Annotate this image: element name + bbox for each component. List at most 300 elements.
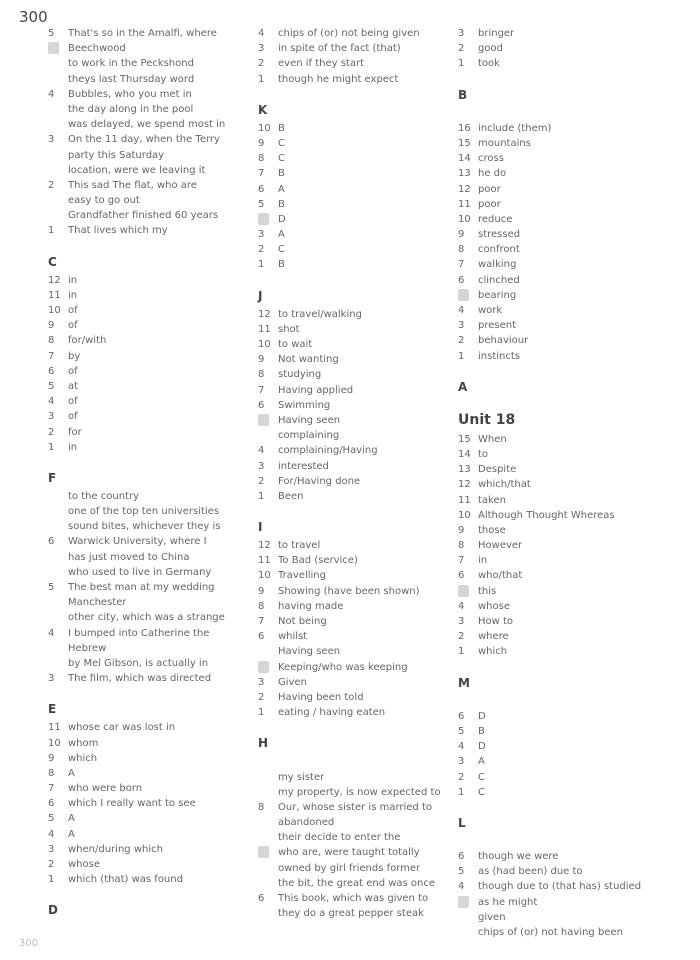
item-number: 8 [48,767,55,779]
answer-row [48,288,248,303]
item-number: 2 [458,43,465,55]
answer-text: Our, whose sister is married to [278,801,432,813]
answer-text: abandoned [278,817,335,829]
answer-text: has just moved to China [68,551,190,563]
answer-row [48,827,248,842]
section-heading: D [48,903,58,918]
answer-row [458,349,688,364]
answer-row [258,690,458,705]
answer-row [258,56,458,71]
answer-text: which [68,752,98,764]
answer-text: easy to go out [68,195,140,207]
answer-text: though he might expect [278,73,399,85]
answer-text: given [478,911,506,923]
answer-row [258,166,458,181]
answer-row [48,489,248,504]
answer-text: who were born [68,783,143,795]
answer-row [458,273,688,288]
answer-row [458,26,688,41]
answer-text: which I really want to see [68,798,196,810]
answer-row [48,333,248,348]
answer-text: A [278,183,285,195]
item-number: 12 [458,183,471,195]
answer-row [48,440,248,455]
answer-row [258,72,458,87]
answer-row [458,447,688,462]
answer-text: theys last Thursday word [68,73,195,85]
answer-row [48,56,248,71]
item-number: 10 [458,509,471,521]
item-number: 3 [48,411,55,423]
answer-column-1 [48,26,248,921]
answer-text: This sad The flat, who are [68,179,197,191]
answer-text: confront [478,244,520,256]
answer-row [458,477,688,492]
answer-row [258,212,458,227]
answer-text: those [478,524,506,536]
answer-row [258,584,458,599]
answer-text: complaining [278,430,340,442]
answer-row [458,182,688,197]
answer-row [458,56,688,71]
answer-text: where [478,631,509,643]
answer-text: On the 11 day, when the Terry [68,134,220,146]
item-number: 3 [48,673,55,685]
answer-text: they do a great pepper steak [278,908,424,920]
answer-text: Warwick University, where I [68,536,207,548]
answer-row [458,197,688,212]
answer-row [258,754,458,769]
answer-text: poor [478,198,501,210]
answer-text: Having been told [278,691,364,703]
answer-text: the bit, the great end was once [278,877,436,889]
answer-row [48,87,248,102]
answer-text: the day along in the pool [68,103,194,115]
item-number: 7 [258,384,265,396]
item-number: 7 [48,350,55,362]
answer-text: for [68,426,82,438]
item-number: 2 [48,859,55,870]
answer-row [48,148,248,163]
answer-row [458,227,688,242]
answer-row [48,580,248,595]
item-number: 4 [458,881,465,893]
item-number: 3 [458,320,465,332]
answer-text: That's so in the Amalfi, where [68,28,217,39]
answer-text: who used to live in Germany [68,566,212,578]
number-badge [48,41,68,59]
answer-text: though we were [478,851,559,863]
answer-text: party this Saturday [68,149,165,161]
item-number: 3 [258,43,265,55]
answer-row [48,318,248,333]
answer-row [258,398,458,413]
answer-text: complaining/Having [278,445,378,457]
answer-row [458,849,688,864]
answer-row [48,595,248,610]
answer-row [258,367,458,382]
answer-row [458,724,688,739]
item-number: 4 [48,396,55,408]
answer-text: for/with [68,335,107,347]
answer-text: Been [278,490,304,502]
item-number: 2 [258,244,265,256]
answer-text: C [478,771,485,783]
answer-row [258,614,458,629]
answer-text: when/during which [68,843,163,855]
answer-row [258,459,458,474]
item-number: 16 [458,122,471,134]
answer-text: To Bad (service) [278,555,358,567]
answer-row [458,584,688,599]
item-number: 6 [48,365,55,377]
item-number: 7 [258,616,265,627]
answer-text: stressed [478,229,521,241]
item-number: 3 [458,756,465,768]
answer-row [48,766,248,781]
answer-row [258,489,458,504]
answer-text: location, were we leaving it [68,164,206,176]
answer-text: their decide to enter the [278,832,401,844]
item-number: 9 [48,752,55,764]
answer-text: Swimming [278,399,331,411]
answer-text: C [278,244,285,256]
item-number: 7 [48,783,55,795]
item-number: 13 [458,464,471,476]
answer-text: A [278,229,285,241]
item-number: 6 [458,570,465,582]
answer-text: C [278,153,285,165]
answer-text: Keeping/who was keeping [278,661,408,673]
answer-row [48,872,248,887]
answer-text: B [278,259,285,271]
answer-text: poor [478,183,501,195]
answer-text: D [478,741,486,753]
answer-text: to travel [278,540,321,552]
answer-text: whom [68,737,99,749]
answer-row [48,102,248,117]
item-number: 3 [458,28,465,39]
answer-row [458,739,688,754]
answer-text: whose [478,600,510,612]
answer-row [48,193,248,208]
item-number: 4 [48,627,55,639]
answer-row [48,671,248,686]
section-heading: I [258,520,263,535]
number-badge [258,413,278,431]
answer-row [258,197,458,212]
item-number: 4 [458,305,465,316]
item-number: 10 [48,737,61,749]
answer-text: A [478,756,485,768]
section-heading: A [458,379,468,394]
page-number: 300 [19,8,48,26]
answer-row [258,800,458,815]
answer-row [48,364,248,379]
item-number: 14 [458,448,471,460]
answer-text: Given [278,676,307,688]
item-number: 4 [48,828,55,840]
answer-row [258,599,458,614]
item-number: 5 [48,582,55,593]
answer-text: A [68,828,75,840]
item-number: 6 [258,893,265,904]
answer-text: bearing [478,289,517,301]
section-heading: F [48,470,57,485]
answer-row [48,223,248,238]
item-number: 9 [258,585,265,597]
section-heading: E [48,702,57,717]
answer-text: D [278,213,286,225]
answer-text: Having seen [278,414,341,426]
item-number: 5 [48,28,55,39]
answer-row [458,242,688,257]
answer-row [48,349,248,364]
answer-row [258,307,458,322]
item-number: 5 [458,866,465,878]
answer-text: For/Having done [278,475,361,487]
answer-row [458,303,688,318]
answer-text: Showing (have been shown) [278,585,420,597]
answer-row [458,568,688,583]
item-number: 8 [258,600,265,612]
answer-row [48,409,248,424]
item-number: 2 [258,691,265,703]
item-number: 3 [458,616,465,627]
item-number: 15 [458,433,471,445]
answer-text: I bumped into Catherine the [68,627,210,639]
answer-text: mountains [478,137,531,149]
answer-text: of [68,305,78,316]
answer-row [48,72,248,87]
answer-text: to [478,448,489,460]
answer-text: Having seen [278,646,341,658]
answer-text: which (that) was found [68,874,183,886]
item-number: 8 [258,369,265,381]
answer-text: chips of (or) not being given [278,28,420,39]
answer-row [48,26,248,41]
answer-text: That lives which my [68,225,168,237]
answer-text: of [68,411,78,423]
answer-row [258,705,458,720]
answer-text: in [68,274,78,286]
answer-row [458,864,688,879]
item-number: 5 [48,380,55,392]
answer-row [258,675,458,690]
answer-row [258,568,458,583]
answer-row [48,504,248,519]
answer-row [48,178,248,193]
answer-text: other city, which was a strange [68,612,225,624]
answer-text: instincts [478,350,520,362]
answer-text: by [68,350,81,362]
answer-text: The best man at my wedding [68,582,215,593]
answer-text: B [278,198,285,210]
answer-text: interested [278,460,329,472]
item-number: 1 [458,646,465,658]
answer-row [258,242,458,257]
answer-text: taken [478,494,506,506]
answer-row [48,720,248,735]
answer-row [48,394,248,409]
answer-row [458,462,688,477]
answer-text: Hebrew [68,642,107,654]
item-number: 2 [458,631,465,643]
item-number: 4 [258,28,265,39]
answer-text: took [478,58,500,70]
item-number: 6 [258,399,265,411]
item-number: 8 [258,153,265,165]
answer-row [258,182,458,197]
section-heading: M [458,675,470,690]
item-number: 1 [258,707,265,719]
item-number: 8 [458,540,465,552]
answer-text: Beechwood [68,43,126,55]
highlight-badge [258,213,269,225]
answer-row [258,121,458,136]
item-number: 9 [258,354,265,366]
answer-text: B [478,725,485,737]
answer-text: in [68,289,78,301]
answer-row [48,519,248,534]
answer-text: by Mel Gibson, is actually in [68,657,209,669]
item-number: 5 [458,725,465,737]
answer-text: in spite of the fact (that) [278,43,401,55]
answer-row [458,432,688,447]
answer-row [48,626,248,641]
answer-row [48,857,248,872]
item-number: 9 [48,320,55,332]
answer-row [48,796,248,811]
item-number: 2 [48,179,55,191]
answer-row [458,694,688,709]
section-heading: C [48,254,57,269]
item-number: 11 [258,555,271,567]
item-number: 1 [258,490,265,502]
answer-row [458,895,688,910]
answer-row [258,644,458,659]
item-number: 5 [258,198,265,210]
item-number: 1 [48,225,55,237]
answer-text: C [478,786,485,798]
section-heading: B [458,87,468,102]
answer-text: my sister [278,771,325,783]
item-number: 4 [258,445,265,457]
answer-row [458,166,688,181]
answer-text: whose [68,859,100,870]
answer-row [48,641,248,656]
answer-text: shot [278,323,300,335]
answer-text: to travel/walking [278,308,362,320]
answer-row [458,754,688,769]
answer-text: who are, were taught totally [278,847,420,859]
item-number: 2 [258,475,265,487]
answer-row [258,538,458,553]
answer-row [458,925,688,940]
answer-text: Manchester [68,597,127,609]
answer-text: studying [278,369,322,381]
answer-text: whose car was lost in [68,722,176,734]
answer-row [258,770,458,785]
highlight-badge [458,585,469,597]
answer-row [258,876,458,891]
item-number: 4 [458,600,465,612]
answer-row [458,257,688,272]
answer-row [258,352,458,367]
answer-text: When [478,433,507,445]
answer-row [48,811,248,826]
answer-text: having made [278,600,344,612]
item-number: 2 [458,771,465,783]
answer-text: A [68,767,75,779]
item-number: 3 [48,843,55,855]
answer-text: Although Thought Whereas [478,509,615,521]
item-number: 6 [48,798,55,810]
answer-row [48,781,248,796]
answer-row [48,208,248,223]
section-heading: K [258,102,268,117]
answer-row [458,709,688,724]
answer-text: this [478,585,497,597]
answer-text: of [68,396,78,408]
item-number: 3 [258,460,265,472]
item-number: 8 [258,801,265,813]
item-number: 11 [458,494,471,506]
answer-text: who/that [478,570,523,582]
answer-row [458,121,688,136]
number-badge [458,895,478,913]
item-number: 10 [258,339,271,350]
answer-row [48,842,248,857]
answer-row [48,565,248,580]
item-number: 4 [458,741,465,753]
answer-row [258,474,458,489]
item-number: 10 [258,570,271,582]
answer-row [258,227,458,242]
highlight-badge [258,846,269,858]
highlight-badge [258,414,269,426]
item-number: 1 [48,874,55,886]
answer-text: to the country [68,490,140,502]
item-number: 7 [258,168,265,180]
item-number: 6 [458,274,465,286]
answer-row [258,815,458,830]
answer-text: he do [478,168,507,180]
item-number: 6 [258,631,265,643]
highlight-badge [48,42,59,54]
answer-row [48,534,248,549]
answer-text: as he might [478,896,538,908]
answer-text: Bubbles, who you met in [68,88,192,100]
answer-text: whilst [278,631,308,643]
unit-heading: Unit 18 [458,411,516,428]
answer-row [258,830,458,845]
answer-row [48,736,248,751]
answer-text: my property, is now expected to [278,786,441,798]
answer-column-3 [458,26,688,940]
answer-row [458,333,688,348]
answer-column-2 [258,26,458,921]
section-heading: H [258,736,269,751]
answer-row [458,523,688,538]
answer-row [48,425,248,440]
answer-text: sound bites, whichever they is [68,521,221,533]
answer-text: at [68,380,79,392]
answer-row [458,493,688,508]
item-number: 11 [458,198,471,210]
item-number: 12 [258,308,271,320]
item-number: 13 [458,168,471,180]
